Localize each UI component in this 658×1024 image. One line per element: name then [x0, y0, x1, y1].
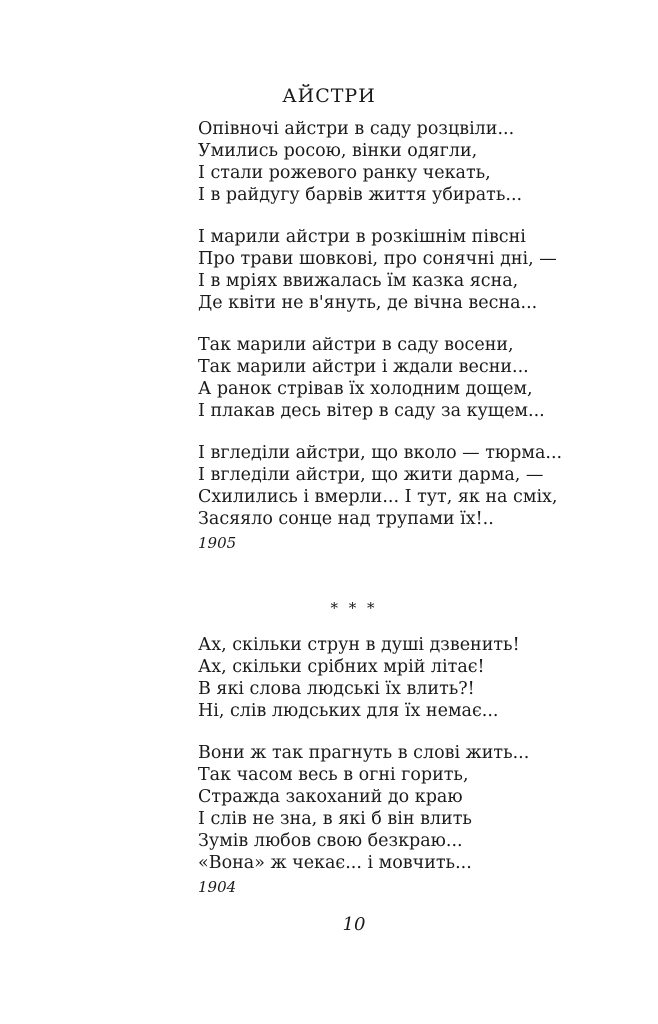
verse-line: І в мріях ввижалась їм казка ясна, — [198, 271, 519, 291]
verse-line: Ах, скільки струн в душі дзвенить! — [198, 635, 520, 655]
page-number: 10 — [342, 914, 366, 935]
verse-line: Так марили айстри і ждали весни... — [198, 357, 529, 377]
verse-line: Де квіти не в'януть, де вічна весна... — [198, 293, 538, 313]
verse-line: Стражда закоханий до краю — [198, 787, 463, 807]
verse-line: А ранок стрівав їх холодним дощем, — [198, 379, 533, 399]
verse-line: І слів не зна, в які б він влить — [198, 809, 472, 829]
verse-line: І вгледіли айстри, що жити дарма, — — [198, 465, 544, 485]
verse-line: І марили айстри в розкішнім півсні — [198, 227, 526, 247]
verse-line: Умились росою, вінки одягли, — [198, 141, 478, 161]
verse-line: Зумів любов свою безкраю... — [198, 831, 463, 851]
verse-line: «Вона» ж чекає... і мовчить... — [198, 853, 472, 873]
verse-line: І в райдугу барвів життя убирать... — [198, 185, 523, 205]
verse-line: І стали рожевого ранку чекать, — [198, 163, 491, 183]
verse-line: Так часом весь в огні горить, — [198, 765, 469, 785]
poem-date: 1905 — [198, 534, 237, 552]
stanza-gap — [198, 314, 618, 334]
poem-date: 1904 — [198, 878, 237, 896]
stanza-gap — [198, 422, 618, 442]
poem-2-body — [198, 634, 618, 898]
verse-line: Опівночі айстри в саду розцвіли... — [198, 119, 515, 139]
stanza — [198, 334, 618, 422]
stanza — [198, 226, 618, 314]
stanza-gap — [198, 206, 618, 226]
poem-title: АЙСТРИ — [282, 85, 376, 107]
verse-line: Ах, скільки срібних мрій літає! — [198, 657, 485, 677]
verse-line: Засяяло сонце над трупами їх!.. — [198, 509, 494, 529]
stanza-gap — [198, 722, 618, 742]
verse-line: І вгледіли айстри, що вколо — тюрма... — [198, 443, 563, 463]
stanza — [198, 442, 618, 530]
verse-line: Так марили айстри в саду восени, — [198, 335, 514, 355]
verse-line: Ні, слів людських для їх немає... — [198, 701, 499, 721]
verse-line: В які слова людські їх влить?! — [198, 679, 475, 699]
verse-line: Вони ж так прагнуть в слові жить... — [198, 743, 530, 763]
section-separator: * * * — [330, 599, 378, 617]
stanza — [198, 742, 618, 874]
verse-line: Схилились і вмерли... І тут, як на сміх, — [198, 487, 558, 507]
verse-line: Про трави шовкові, про сонячні дні, — — [198, 249, 557, 269]
verse-line: І плакав десь вітер в саду за кущем... — [198, 401, 545, 421]
poem-1-body — [198, 118, 618, 554]
stanza — [198, 118, 618, 206]
stanza — [198, 634, 618, 722]
